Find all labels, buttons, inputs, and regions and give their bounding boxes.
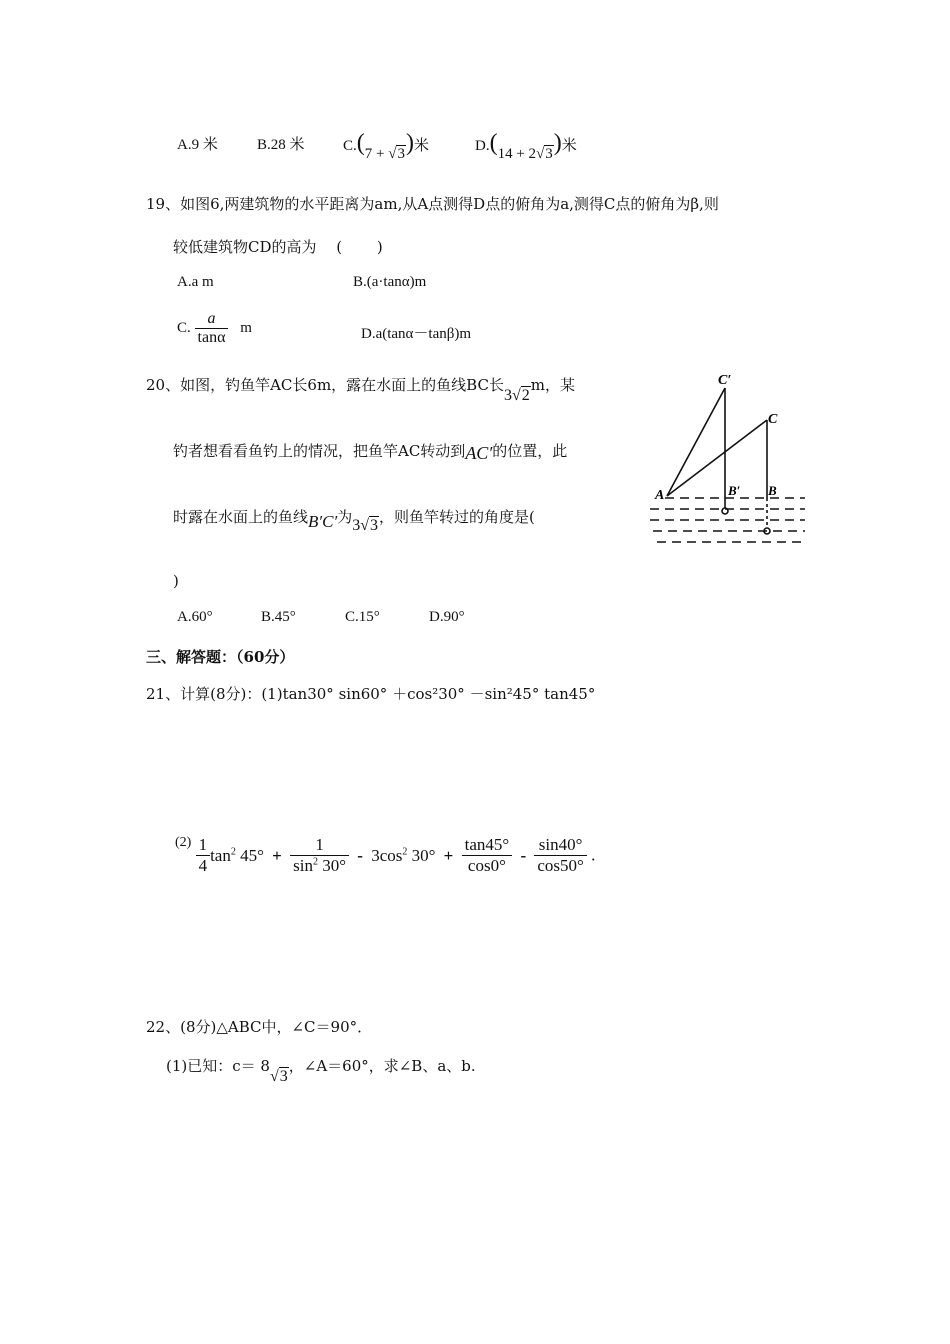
- q18-option-d: D.(14 + 2√3)米: [475, 130, 577, 162]
- q18-option-c-unit: 米: [413, 138, 429, 154]
- q18-option-b: B.28 米: [257, 137, 305, 153]
- q20-line2-text-end: 的位置，此: [492, 442, 568, 460]
- q20-line2-text: 钓者想看看鱼钓上的情况，把鱼竿AC转动到: [173, 442, 466, 460]
- q18-option-c-prefix: C.: [343, 138, 357, 154]
- q19-option-a: A.a m: [177, 274, 214, 290]
- q20-option-b: B.45°: [261, 609, 296, 625]
- q18-option-c: C.(7 + √3)米: [343, 130, 429, 162]
- q19-option-c-unit: m: [240, 320, 252, 336]
- q21-fraction-1: $\frac{1}{4}$: [196, 835, 211, 876]
- q22-line1: 22、(8分)△ABC中，∠C＝90°．: [146, 1018, 373, 1036]
- q19-option-c-fraction: [195, 310, 229, 347]
- q20-line1: 20、如图，钓鱼竿AC长6m，露在水面上的鱼线BC长3√2m，某: [146, 376, 575, 404]
- q18-option-a: A.9 米: [177, 137, 218, 153]
- q20-line1-radicand: 2: [521, 387, 530, 404]
- q18-option-d-radicand: 3: [545, 146, 553, 162]
- label-c-prime: C′: [718, 373, 732, 388]
- q18-option-d-close-paren: ): [553, 130, 562, 156]
- q21-fraction-2: $\frac{1}{\sin^2 30^\circ}$: [290, 835, 349, 876]
- rod-ac: [667, 420, 767, 496]
- q20-line3-math: B′C′: [308, 512, 338, 531]
- q18-option-c-close-paren: ): [405, 130, 414, 156]
- q22-part1-text-end: ，∠A＝60°，求∠B、a、b.: [288, 1057, 476, 1075]
- q20-line1-coef: 3: [503, 387, 512, 404]
- q19-option-c-prefix: C.: [177, 320, 191, 336]
- q22-part1-radicand: 3: [279, 1068, 288, 1085]
- q18-option-c-radicand: 3: [397, 146, 405, 162]
- label-a: A: [655, 488, 665, 503]
- q21-fraction-4: $\frac{\sin 40^\circ}{\cos 50^\circ}$: [534, 835, 586, 876]
- q20-line3: 时露在水面上的鱼线B′C′为3√3，则鱼竿转过的角度是(: [173, 508, 535, 534]
- q20-line3-text-end: ，则鱼竿转过的角度是(: [378, 508, 535, 526]
- q20-line3-coef: 3: [352, 517, 361, 534]
- q19-option-c-denominator: tanα: [195, 328, 229, 347]
- q18-option-c-open-paren: (: [356, 130, 365, 156]
- q21-part2-expression: $^{(2)}$ $\frac{1}{4}$ $\tan^2 45^\circ$ + $\frac{1}{\sin^2 30^\circ}$ - $3\cos^2$ 30° + $\frac{\tan 45^\circ}{\cos 0^\circ}$ - $\frac{\sin 40^\circ}{\cos 50^\circ}$ .: [175, 835, 596, 875]
- q20-line2: [173, 440, 567, 461]
- q20-option-d: D.90°: [429, 609, 465, 625]
- q18-option-d-unit: 米: [561, 138, 577, 154]
- q22-part1-text: (1)已知：c＝ 8: [166, 1057, 270, 1075]
- q20-fishing-rod-figure: [645, 368, 810, 548]
- q20-line4: ): [173, 572, 179, 590]
- water-surface-lines: [650, 498, 805, 542]
- q19-line1: 19、如图6,两建筑物的水平距离为am,从A点测得D点的俯角为a,测得C点的俯角为β,则: [146, 195, 719, 213]
- q21-line1: 21、计算(8分)：(1)tan30° sin60° ＋cos²30° －sin²45° tan45°: [146, 685, 596, 703]
- q18-option-d-prefix: D.: [475, 138, 490, 154]
- q21-term-tan: tan: [210, 845, 231, 865]
- q19-option-c-numerator: a: [207, 310, 216, 327]
- q22-part1: (1)已知：c＝ 8√3，∠A＝60°，求∠B、a、b.: [166, 1057, 476, 1085]
- q19-line2: 较低建筑物CD的高为 ( ): [173, 238, 383, 256]
- q21-part2-label: (2): [175, 835, 192, 850]
- q21-term-cos: 3cos: [371, 845, 403, 865]
- q21-fraction-3: $\frac{\tan 45^\circ}{\cos 0^\circ}$: [462, 835, 513, 876]
- q20-line3-text-mid: 为: [337, 508, 353, 526]
- q20-line1-text-end: m，某: [530, 376, 575, 394]
- rod-ac-prime: [667, 388, 725, 496]
- section-3-title: 三、解答题：（60分）: [146, 648, 295, 666]
- q19-option-d: D.a(tanα－tanβ)m: [361, 326, 472, 342]
- q20-line1-text: 20、如图，钓鱼竿AC长6m，露在水面上的鱼线BC长: [146, 376, 504, 394]
- q20-line2-math: AC′: [465, 443, 493, 463]
- label-c: C: [768, 412, 778, 427]
- label-b: B: [768, 483, 777, 498]
- q20-option-c: C.15°: [345, 609, 380, 625]
- q18-option-c-expr: 7 +: [364, 146, 389, 162]
- q20-line3-radicand: 3: [369, 517, 378, 534]
- label-b-prime: B′: [728, 483, 741, 498]
- q18-option-d-open-paren: (: [489, 130, 498, 156]
- q19-option-b: B.(a·tanα)m: [353, 274, 427, 290]
- q19-option-c: [177, 310, 252, 347]
- q20-line3-text: 时露在水面上的鱼线: [173, 508, 309, 526]
- q18-option-d-expr: 14 + 2: [497, 146, 537, 162]
- q20-option-a: A.60°: [177, 609, 213, 625]
